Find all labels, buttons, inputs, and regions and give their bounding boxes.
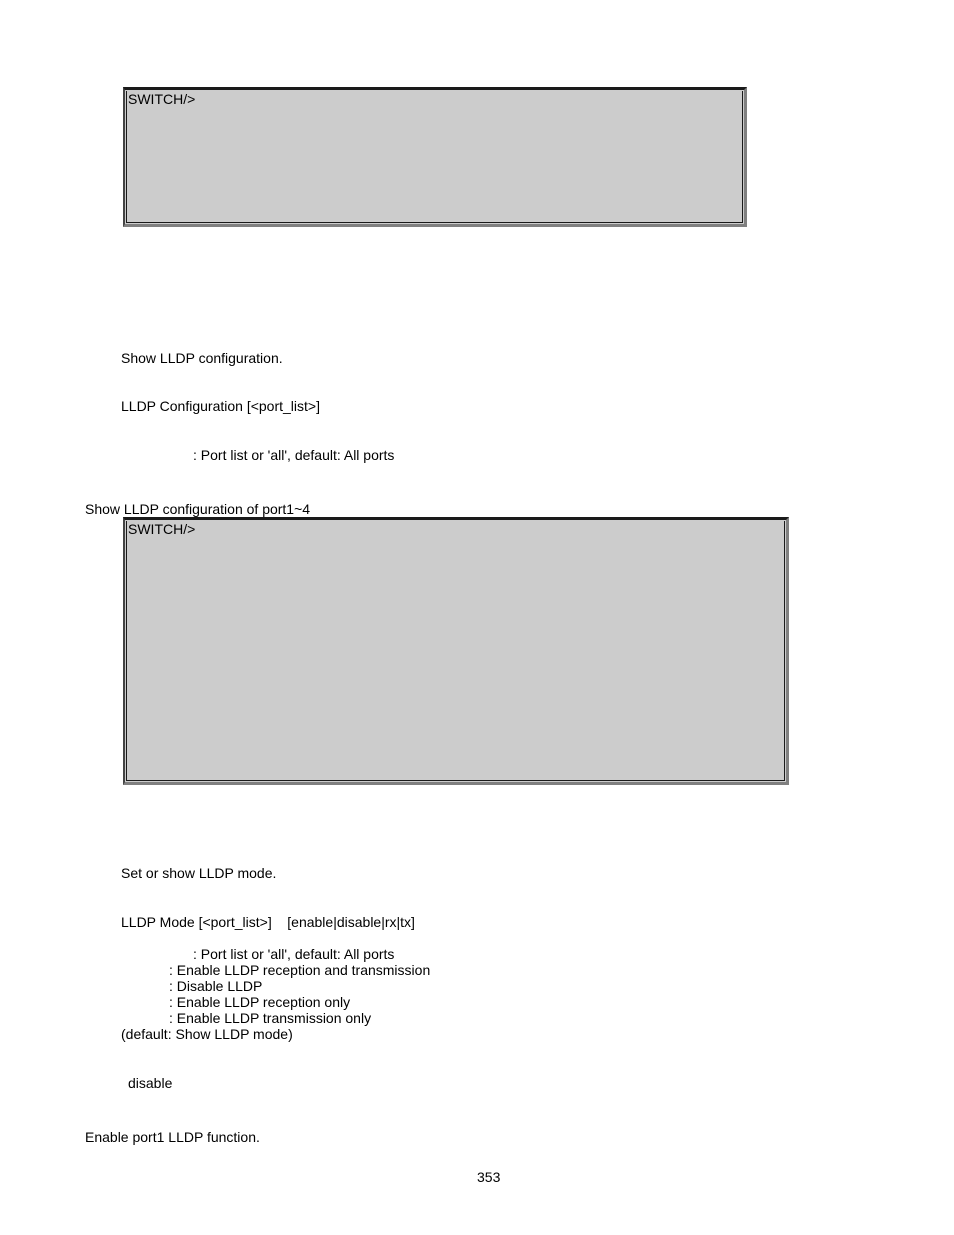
console-prompt: SWITCH/> [128, 521, 196, 537]
console-prompt: SWITCH/> [128, 91, 196, 107]
mode-param-enable: : Enable LLDP reception and transmission [169, 962, 431, 978]
console-inner-border [126, 521, 785, 781]
mode-default-value: disable [128, 1075, 173, 1091]
config-syntax: LLDP Configuration [<port_list>] [121, 398, 320, 414]
mode-syntax: LLDP Mode [<port_list>] [enable|disable|rx|tx] [121, 914, 415, 930]
console-output-box-2 [123, 517, 789, 785]
config-param-port-list: : Port list or 'all', default: All ports [193, 447, 395, 463]
console-output-box-1 [123, 87, 747, 227]
config-description: Show LLDP configuration. [121, 350, 283, 366]
mode-param-port-list: : Port list or 'all', default: All ports [193, 946, 395, 962]
mode-param-rx: : Enable LLDP reception only [169, 994, 351, 1010]
mode-param-tx: : Enable LLDP transmission only [169, 1010, 372, 1026]
mode-description: Set or show LLDP mode. [121, 865, 277, 881]
page-number: 353 [477, 1169, 501, 1185]
mode-param-default: (default: Show LLDP mode) [121, 1026, 293, 1042]
console-inner-border [126, 91, 743, 223]
config-example-caption: Show LLDP configuration of port1~4 [85, 501, 311, 517]
mode-example-caption: Enable port1 LLDP function. [85, 1129, 260, 1145]
mode-param-disable: : Disable LLDP [169, 978, 263, 994]
